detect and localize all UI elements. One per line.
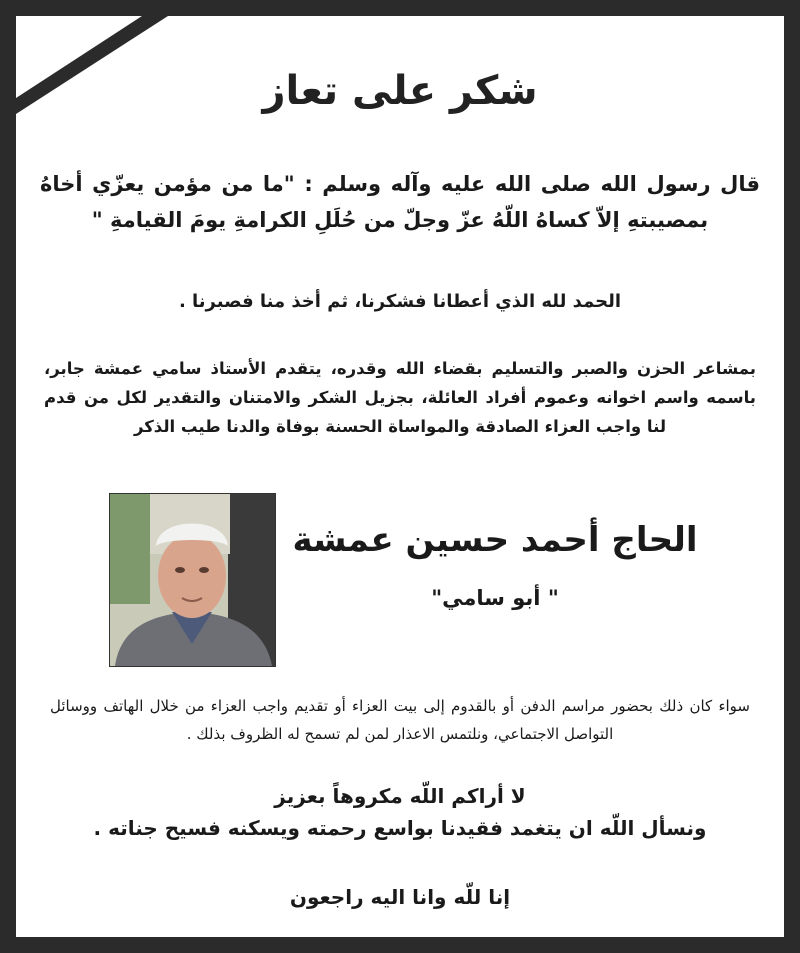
deceased-nickname: " أبو سامي" [431,586,559,610]
page-title: شكر على تعاز [262,68,538,114]
attendance-paragraph: سواء كان ذلك بحضور مراسم الدفن أو بالقدوم إلى بيت العزاء أو تقديم واجب العزاء من خلال الهاتف ووسائل التواصل الاجتماعي، ونلتمس الاعذار لمن لم تسمح له الظروف بذلك . [50,697,750,743]
hamd-line: الحمد لله الذي أعطانا فشكرنا، ثم أخذ منا فصبرنا . [178,291,622,312]
closing-line-3: إنا للّه وانا اليه راجعون [289,885,511,909]
deceased-photo [109,493,276,667]
thanks-paragraph: بمشاعر الحزن والصبر والتسليم بقضاء الله وقدره، يتقدم الأستاذ سامي عمشة جابر، باسمه واسم اخوانه وعموم أفراد العائلة، بجزيل الشكر والامتنان والتقدير لكل من قدم لنا واجب العزاء الصادقة والمواساة الحسنة بوفاة والدنا طيب الذكر [44,359,756,436]
portrait-icon [110,494,275,666]
closing-line-2: ونسأل اللّه ان يتغمد فقيدنا بواسع رحمته ويسكنه فسيح جناته . [93,816,707,840]
hadith-quote: قال رسول الله صلى الله عليه وآله وسلم : "ما من مؤمن يعزّي أخاهُ بمصيبتهِ إلاّ كساهُ اللّهُ عزّ وجلّ من حُلَلِ الكرامةِ يومَ القيامةِ " [40,172,760,232]
deceased-name: الحاج أحمد حسين عمشة [292,520,698,560]
closing-line-1: لا أراكم اللّه مكروهاً بعزيز [274,784,526,808]
